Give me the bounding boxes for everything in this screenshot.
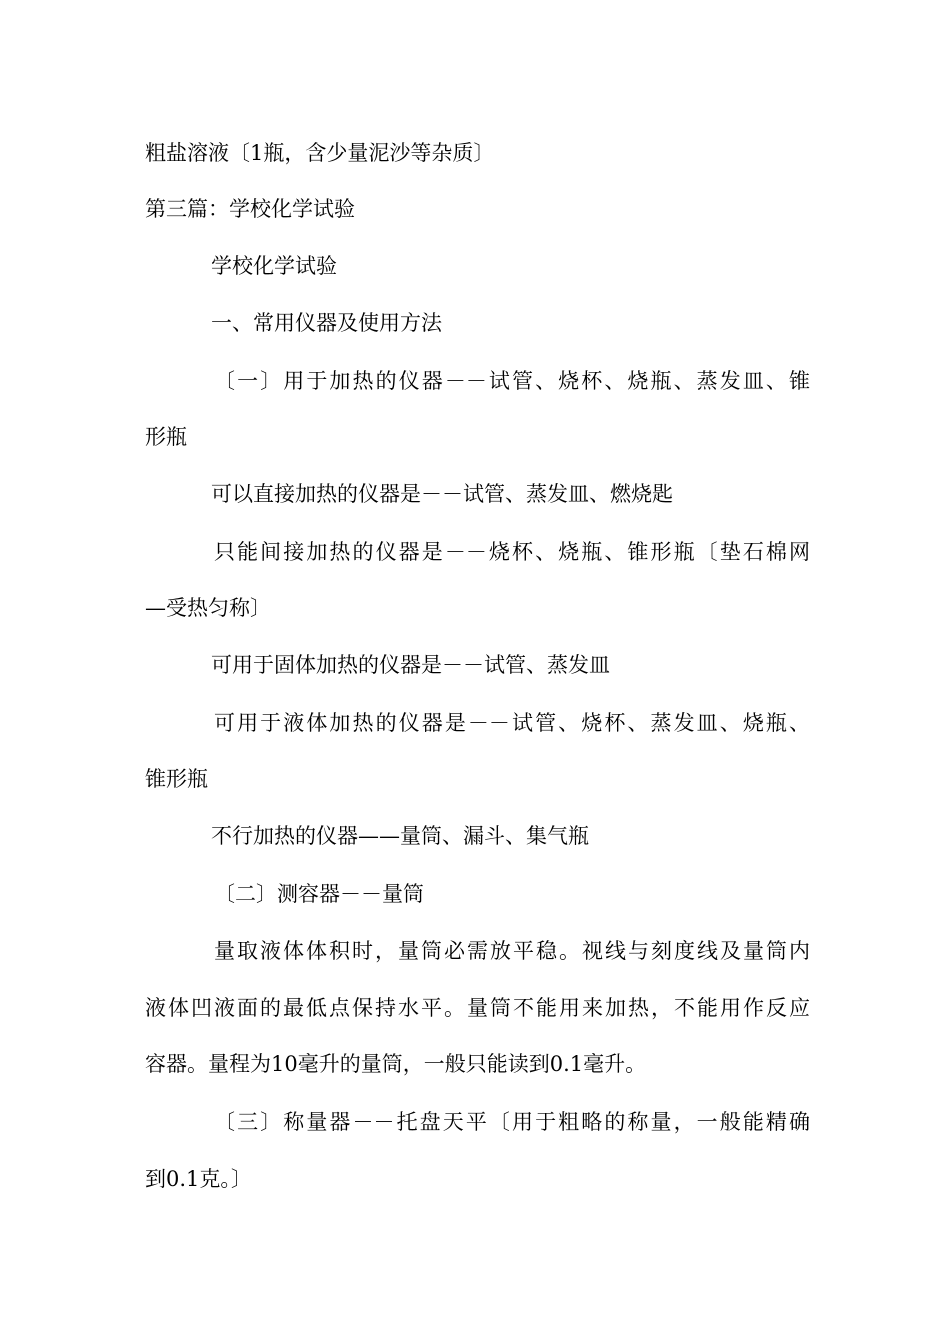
section-title: 学校化学试验 — [211, 254, 337, 278]
paragraph-balance-line-1: 〔三〕称量器－－托盘天平〔用于粗略的称量，一般能精确 — [214, 1110, 810, 1134]
paragraph-indirect-heating-line-2: —受热匀称〕 — [145, 596, 271, 620]
paragraph-heating-line-2: 形瓶 — [145, 425, 187, 449]
paragraph-cylinder-line-1: 量取液体体积时，量筒必需放平稳。视线与刻度线及量筒内 — [214, 939, 810, 963]
paragraph-cylinder-line-2: 液体凹液面的最低点保持水平。量筒不能用来加热，不能用作反应 — [145, 996, 810, 1020]
paragraph-solid-heating: 可用于固体加热的仪器是－－试管、蒸发皿 — [211, 653, 610, 677]
chapter-heading: 第三篇：学校化学试验 — [145, 197, 355, 221]
subsection-heading: 一、常用仪器及使用方法 — [211, 311, 442, 335]
paragraph-indirect-heating-line-1: 只能间接加热的仪器是－－烧杯、烧瓶、锥形瓶〔垫石棉网 — [214, 540, 810, 564]
paragraph-liquid-heating-line-2: 锥形瓶 — [145, 767, 208, 791]
paragraph-measuring-heading: 〔二〕测容器－－量筒 — [214, 882, 424, 906]
paragraph-non-heating: 不行加热的仪器——量筒、漏斗、集气瓶 — [211, 824, 589, 848]
paragraph-balance-line-2: 到0.1克。〕 — [145, 1167, 252, 1191]
paragraph-heating-line-1: 〔一〕用于加热的仪器－－试管、烧杯、烧瓶、蒸发皿、锥 — [214, 369, 810, 393]
paragraph-cylinder-line-3: 容器。量程为10毫升的量筒，一般只能读到0.1毫升。 — [145, 1052, 647, 1076]
paragraph-liquid-heating-line-1: 可用于液体加热的仪器是－－试管、烧杯、蒸发皿、烧瓶、 — [214, 711, 810, 735]
paragraph-direct-heating: 可以直接加热的仪器是－－试管、蒸发皿、燃烧匙 — [211, 482, 673, 506]
text-line-reagent: 粗盐溶液〔1瓶，含少量泥沙等杂质〕 — [145, 141, 495, 165]
